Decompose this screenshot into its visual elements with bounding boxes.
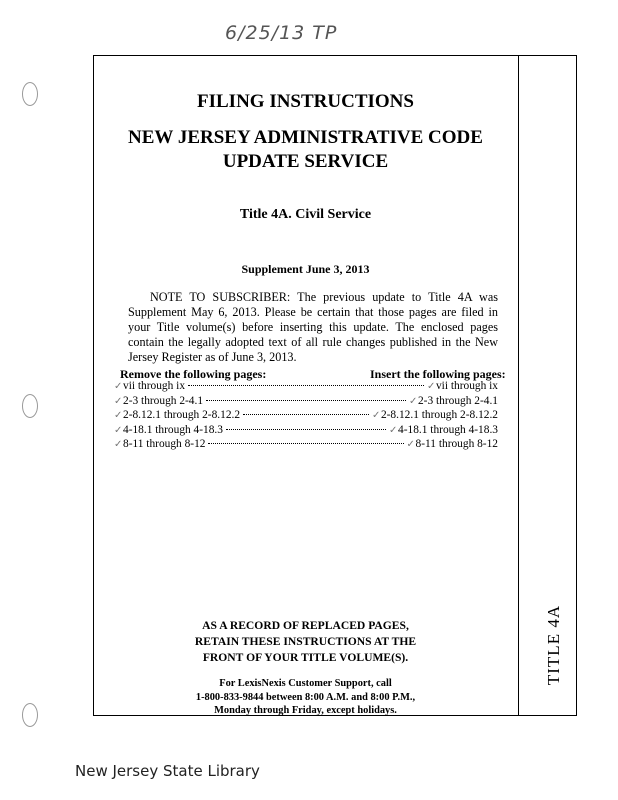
document-title: FILING INSTRUCTIONS [197, 91, 414, 112]
checkmark-icon: ✓ [389, 424, 398, 436]
dot-leader [206, 400, 406, 401]
remove-range: 2-3 through 2-4.1 [123, 394, 204, 407]
record-notice [93, 618, 518, 666]
record-notice-line: RETAIN THESE INSTRUCTIONS AT THE [194, 635, 417, 648]
customer-support-info [93, 677, 518, 718]
record-notice-line: AS A RECORD OF REPLACED PAGES, [202, 619, 409, 632]
punch-hole-middle [22, 394, 38, 418]
insert-range: 8-11 through 8-12 [415, 438, 498, 451]
dot-leader [243, 414, 369, 415]
checkmark-icon: ✓ [114, 439, 123, 451]
publication-name: NEW JERSEY ADMINISTRATIVE CODE [128, 127, 483, 148]
list-item [114, 409, 498, 424]
insert-range: 2-3 through 2-4.1 [417, 394, 498, 407]
checkmark-icon: ✓ [114, 424, 123, 436]
checkmark-icon: ✓ [371, 410, 381, 422]
dot-leader [208, 443, 403, 444]
punch-hole-top [22, 82, 38, 106]
insert-range: 2-8.12.1 through 2-8.12.2 [380, 409, 498, 422]
list-item [114, 395, 498, 410]
list-item [114, 380, 498, 395]
insert-pages-header: Insert the following pages: [370, 367, 506, 381]
record-notice-line: FRONT OF YOUR TITLE VOLUME(S). [202, 651, 409, 664]
checkmark-icon: ✓ [406, 439, 415, 451]
support-line: 1-800-833-9844 between 8:00 A.M. and 8:00 P.M., [195, 691, 416, 703]
remove-range: 8-11 through 8-12 [123, 438, 206, 451]
handwritten-date-note: 6/25/13 TP [225, 22, 338, 44]
support-line: Monday through Friday, except holidays. [214, 705, 397, 716]
list-item [114, 424, 498, 439]
title-tab-label: TITLE 4A [544, 604, 564, 686]
list-item [114, 438, 498, 453]
library-stamp: New Jersey State Library [75, 762, 260, 780]
remove-range: vii through ix [123, 380, 186, 392]
tab-divider-line [518, 55, 519, 716]
insert-range: vii through ix [435, 380, 498, 392]
dot-leader [188, 385, 424, 386]
insert-range: 4-18.1 through 4-18.3 [398, 423, 498, 436]
supplement-date: Supplement June 3, 2013 [241, 262, 370, 276]
publication-subtitle: UPDATE SERVICE [222, 151, 389, 172]
checkmark-icon: ✓ [426, 381, 436, 392]
checkmark-icon: ✓ [114, 381, 123, 392]
remove-range: 4-18.1 through 4-18.3 [123, 423, 223, 436]
checkmark-icon: ✓ [114, 410, 123, 422]
checkmark-icon: ✓ [408, 395, 418, 407]
punch-hole-bottom [22, 703, 38, 727]
remove-pages-header: Remove the following pages: [120, 367, 267, 381]
dot-leader [226, 429, 386, 430]
title-tab [534, 600, 574, 690]
checkmark-icon: ✓ [114, 395, 123, 407]
title-name: Title 4A. Civil Service [239, 207, 372, 222]
remove-range: 2-8.12.1 through 2-8.12.2 [123, 409, 241, 422]
support-line: For LexisNexis Customer Support, call [219, 678, 392, 689]
page-changes-list [114, 380, 498, 453]
note-to-subscriber: NOTE TO SUBSCRIBER: The previous update to Title 4A was Supplement May 6, 2013. Please be certain that those pages are filed in your Title volume(s) before inserting this update. The enclosed pages contain the legally adopted text of all rule changes published in the New Jersey Register as of June 3, 2013. [128, 290, 498, 364]
